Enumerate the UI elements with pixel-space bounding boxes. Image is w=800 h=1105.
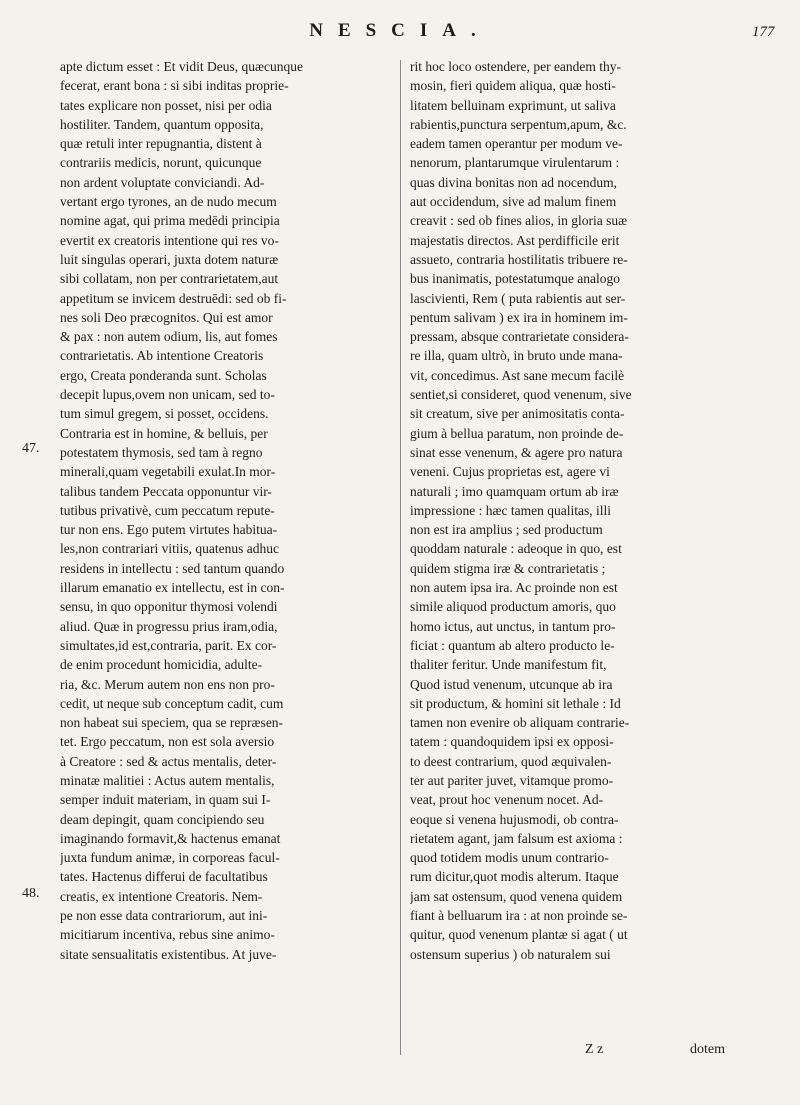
- text-line: bus inanimatis, potestatumque analogo: [410, 271, 620, 287]
- text-line: minatæ malitiei : Actus autem mentalis,: [60, 772, 275, 788]
- text-line: rietatem agant, jam falsum est axioma :: [410, 830, 623, 846]
- text-line: micitiarum incentiva, rebus sine animo-: [60, 927, 275, 943]
- page-number: 177: [752, 24, 775, 40]
- text-line: quitur, quod venenum plantæ si agat ( ut: [410, 927, 628, 943]
- text-line: tum simul gregem, si posset, occidens.: [60, 406, 269, 422]
- text-line: quas divina bonitas non ad nocendum,: [410, 174, 617, 190]
- text-line: contrarietatis. Ab intentione Creatoris: [60, 348, 264, 364]
- text-line: rabientis,punctura serpentum,apum, &c.: [410, 116, 627, 132]
- text-line: naturali ; imo quamquam ortum ab iræ: [410, 483, 619, 499]
- text-line: tatem : quandoquidem ipsi ex opposi-: [410, 734, 614, 750]
- text-line: ter aut pariter juvet, vitamque promo-: [410, 772, 614, 788]
- text-line: luit singulas operari, juxta dotem naturæ: [60, 251, 279, 267]
- text-line: tates. Hactenus differui de facultatibus: [60, 869, 268, 885]
- text-line: assueto, contraria hostilitatis tribuere re-: [410, 251, 628, 267]
- text-line: vit, concedimus. Ast sane mecum facilè: [410, 367, 625, 383]
- text-line: sit creatum, sive per animositatis conta-: [410, 406, 625, 422]
- text-line: decepit lupus,ovem non unicam, sed to-: [60, 387, 275, 403]
- text-line: nes soli Deo præcognitos. Qui est amor: [60, 309, 273, 325]
- text-line: pe non esse data contrariorum, aut ini-: [60, 908, 268, 924]
- signature-mark: Z z: [585, 1042, 604, 1057]
- text-line: deam depingit, quam concipiendo seu: [60, 811, 265, 827]
- text-line: thaliter feritur. Unde manifestum fit,: [410, 657, 607, 673]
- text-line: re illa, quam ultrò, in bruto unde mana-: [410, 348, 623, 364]
- text-line: apte dictum esset : Et vidit Deus, quæcunque: [60, 59, 303, 74]
- text-line: cedit, ut neque sub conceptum cadit, cum: [60, 695, 284, 711]
- text-line: non autem ipsa ira. Ac proinde non est: [410, 580, 618, 596]
- margin-number-47: 47.: [22, 441, 40, 456]
- text-line: ficiat : quantum ab altero producto le-: [410, 637, 615, 653]
- catchword: dotem: [690, 1042, 725, 1057]
- text-line: nomine agat, qui prima medēdi principia: [60, 213, 280, 229]
- text-line: simultates,id est,contraria, parit. Ex cor-: [60, 637, 277, 653]
- text-line: Quod istud venenum, utcunque ab ira: [410, 676, 613, 692]
- text-line: quidem stigma iræ & contrarietatis ;: [410, 560, 606, 576]
- text-line: Contraria est in homine, & belluis, per: [60, 425, 268, 441]
- text-line: sensu, in quo opponitur thymosi volendi: [60, 599, 278, 615]
- text-line: illarum emanatio ex intellectu, est in con-: [60, 580, 285, 596]
- text-line: eadem tamen operantur per modum ve-: [410, 136, 623, 152]
- text-line: creavit : sed ob fines alios, in gloria suæ: [410, 213, 628, 229]
- text-line: juxta fundum animæ, in corporeas facul-: [60, 850, 280, 866]
- text-line: homo ictus, aut unctus, in tantum pro-: [410, 618, 616, 634]
- text-line: quoddam naturale : adeoque in quo, est: [410, 541, 622, 557]
- text-line: fecerat, erant bona : si sibi inditas proprie-: [60, 78, 289, 94]
- text-line: veat, prout hoc venenum nocet. Ad-: [410, 792, 604, 808]
- text-line: rum dicitur,quot modis alterum. Itaque: [410, 869, 619, 885]
- margin-number-48: 48.: [22, 886, 40, 901]
- text-line: pentum salivam ) ex ira in hominem im-: [410, 309, 628, 325]
- text-line: de enim procedunt homicidia, adulte-: [60, 657, 263, 673]
- left-text-column: [60, 57, 392, 964]
- text-line: creatis, ex intentione Creatoris. Nem-: [60, 888, 263, 904]
- text-line: non ardent voluptate conviciandi. Ad-: [60, 174, 265, 190]
- text-line: contrariis medicis, norunt, quicunque: [60, 155, 262, 171]
- text-line: rit hoc loco ostendere, per eandem thy-: [410, 59, 622, 74]
- text-line: ergo, Creata ponderanda sunt. Scholas: [60, 367, 267, 383]
- text-line: tur non ens. Ego putem virtutes habitua-: [60, 522, 278, 538]
- text-line: eoque si venena hujusmodi, ob contra-: [410, 811, 619, 827]
- text-line: non est ira amplius ; sed productum: [410, 522, 603, 538]
- text-line: tates explicare non posset, nisi per odia: [60, 97, 272, 113]
- text-line: veneni. Cujus proprietas est, agere vi: [410, 464, 610, 480]
- text-line: talibus tandem Peccata opponuntur vir-: [60, 483, 272, 499]
- text-line: litatem belluinam exprimunt, ut saliva: [410, 97, 616, 113]
- text-line: pressam, absque contrarietate considera-: [410, 329, 629, 345]
- text-line: mosin, fieri quidem aliqua, quæ hosti-: [410, 78, 616, 94]
- text-line: gium à bellua paratum, non proinde de-: [410, 425, 624, 441]
- text-line: semper induit materiam, in quam sui I-: [60, 792, 271, 808]
- text-line: sitate sensualitatis existentibus. At juve-: [60, 946, 277, 962]
- text-line: sinat esse venenum, & agere pro natura: [410, 444, 623, 460]
- text-line: vertant ergo tyrones, an de nudo mecum: [60, 194, 277, 210]
- text-line: ostensum superius ) ob naturalem sui: [410, 946, 611, 962]
- text-line: to deest contrarium, quod æquivalen-: [410, 753, 612, 769]
- text-line: quæ retuli inter repugnantia, distent à: [60, 136, 262, 152]
- right-text-column: [410, 57, 738, 964]
- text-line: sentiet,si consideret, quod venenum, sive: [410, 387, 632, 403]
- text-line: lascivienti, Rem ( puta rabientis aut ser-: [410, 290, 626, 306]
- text-line: tet. Ergo peccatum, non est sola aversio: [60, 734, 275, 750]
- text-line: minerali,quam vegetabili exulat.In mor-: [60, 464, 276, 480]
- text-line: residens in intellectu : sed tantum quando: [60, 560, 285, 576]
- text-line: evertit ex creatoris intentione qui res vo-: [60, 232, 279, 248]
- text-line: imaginando formavit,& hactenus emanat: [60, 830, 281, 846]
- text-line: sibi collatam, non per contrarietatem,aut: [60, 271, 279, 287]
- text-line: simile aliquod productum amoris, quo: [410, 599, 616, 615]
- text-line: non habeat sui speciem, qua se repræsen-: [60, 715, 284, 731]
- text-line: les,non contrariari vitiis, quatenus adhuc: [60, 541, 279, 557]
- running-header: NESCIA.: [309, 20, 491, 41]
- text-line: tutibus privativè, cum peccatum repute-: [60, 502, 275, 518]
- text-line: aliud. Quæ in progressu prius iram,odia,: [60, 618, 278, 634]
- text-line: jam sat ostensum, quod venena quidem: [410, 888, 623, 904]
- text-line: appetitum se invicem destruēdi: sed ob fi-: [60, 290, 287, 306]
- text-line: hostiliter. Tandem, quantum opposita,: [60, 116, 264, 132]
- text-line: & pax : non autem odium, lis, aut fomes: [60, 329, 278, 345]
- text-line: nenorum, plantarumque virulentarum :: [410, 155, 620, 171]
- column-divider: [400, 60, 401, 1055]
- text-line: majestatis directos. Ast perdifficile erit: [410, 232, 620, 248]
- text-line: ria, &c. Merum autem non ens non pro-: [60, 676, 275, 692]
- text-line: quod totidem modis unum contrario-: [410, 850, 609, 866]
- text-line: sit productum, & homini sit lethale : Id: [410, 695, 621, 711]
- text-line: tamen non evenire ob aliquam contrarie-: [410, 715, 630, 731]
- text-line: à Creatore : sed & actus mentalis, deter-: [60, 753, 277, 769]
- text-line: fiant à belluarum ira : at non proinde se-: [410, 908, 628, 924]
- text-line: impressione : hæc tamen qualitas, illi: [410, 502, 611, 518]
- text-line: aut occidendum, sive ad malum finem: [410, 194, 617, 210]
- text-line: potestatem thymosis, sed tam à regno: [60, 444, 263, 460]
